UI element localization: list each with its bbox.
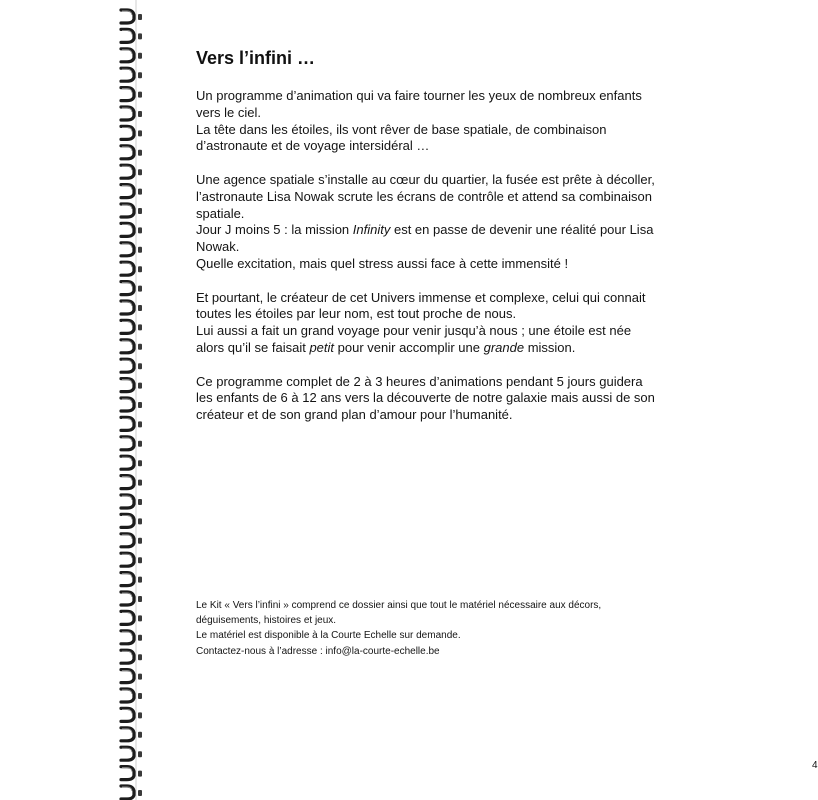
binding-ring: [121, 359, 142, 372]
binding-ring: [121, 573, 142, 586]
binding-ring: [121, 476, 142, 489]
text-line: l’astronaute Lisa Nowak scrute les écrans de contrôle et attend sa combinaison: [196, 188, 652, 204]
binding-ring: [121, 670, 142, 683]
text-segment: Jour J moins 5 : la mission: [196, 222, 353, 238]
text-segment: pour venir accomplir une: [334, 339, 484, 355]
mission-name: Infinity: [352, 222, 391, 238]
binding-ring: [121, 767, 142, 780]
footer-line: Le Kit « Vers l’infini » comprend ce dossier ainsi que tout le matériel nécessaire aux décors,: [196, 600, 602, 611]
emphasis-grande: grande: [483, 339, 525, 355]
text-line: Ce programme complet de 2 à 3 heures d’animations pendant 5 jours guidera: [196, 373, 643, 389]
binding-ring: [121, 301, 142, 314]
spiral-binding-graphic: [0, 0, 150, 800]
text-line: Un programme d’animation qui va faire tourner les yeux de nombreux enfants: [196, 88, 642, 103]
binding-ring: [121, 204, 142, 217]
footer-line: Le matériel est disponible à la Courte Echelle sur demande.: [196, 630, 461, 642]
binding-ring: [121, 320, 142, 333]
paragraph-intro: [196, 88, 642, 155]
text-segment: mission.: [524, 339, 576, 355]
binding-ring: [121, 708, 142, 721]
binding-ring: [121, 747, 142, 760]
text-line: Lui aussi a fait un grand voyage pour venir jusqu’à nous ; une étoile est née: [196, 323, 632, 339]
binding-ring: [121, 107, 142, 120]
kit-info-note: [196, 598, 636, 659]
footer-line: déguisements, histoires et jeux.: [196, 615, 337, 627]
binding-ring: [121, 29, 142, 42]
text-line: vers le ciel.: [196, 104, 262, 120]
binding-ring: [121, 165, 142, 178]
text-line: Et pourtant, le créateur de cet Univers immense et complexe, celui qui connait: [196, 289, 646, 305]
binding-ring: [121, 10, 142, 23]
binding-ring: [121, 398, 142, 411]
binding-ring: [121, 340, 142, 353]
text-line-mission: [196, 222, 654, 239]
spiral-binding: [0, 0, 150, 800]
paragraph-creator: [196, 289, 646, 357]
binding-ring: [121, 650, 142, 663]
binding-ring: [121, 88, 142, 101]
binding-ring: [121, 417, 142, 430]
binding-ring: [121, 437, 142, 450]
text-line-petit-grande: [196, 340, 636, 357]
text-line: Une agence spatiale s’installe au cœur du quartier, la fusée est prête à décoller,: [196, 171, 655, 187]
text-line: d’astronaute et de voyage intersidéral …: [196, 138, 430, 154]
binding-ring: [121, 514, 142, 527]
binding-ring: [121, 592, 142, 605]
binding-ring: [121, 689, 142, 702]
text-line: Quelle excitation, mais quel stress aussi face à cette immensité !: [196, 255, 569, 271]
page-content: [186, 0, 818, 800]
binding-ring: [121, 611, 142, 624]
text-segment: alors qu’il se faisait: [196, 339, 310, 355]
binding-ring: [121, 68, 142, 81]
binding-ring: [121, 786, 142, 799]
binding-ring: [121, 553, 142, 566]
binding-ring: [121, 379, 142, 392]
emphasis-petit: petit: [309, 339, 335, 355]
binding-ring: [121, 185, 142, 198]
binding-ring: [121, 631, 142, 644]
binding-ring: [121, 223, 142, 236]
text-line: spatiale.: [196, 205, 245, 221]
page-title: Vers l’infini …: [196, 48, 316, 68]
binding-ring: [121, 126, 142, 139]
text-segment: est en passe de devenir une réalité pour Lisa: [390, 222, 654, 238]
binding-ring: [121, 243, 142, 256]
binding-ring: [121, 534, 142, 547]
binding-ring: [121, 262, 142, 275]
binding-ring: [121, 49, 142, 62]
text-line: toutes les étoiles par leur nom, est tout proche de nous.: [196, 306, 517, 322]
paragraph-agency: [196, 171, 655, 273]
page-number: 4: [812, 760, 818, 771]
text-line: les enfants de 6 à 12 ans vers la découverte de notre galaxie mais aussi de son: [196, 390, 655, 406]
binding-ring: [121, 282, 142, 295]
binding-ring: [121, 456, 142, 469]
binding-ring: [121, 495, 142, 508]
text-line: créateur et de son grand plan d’amour pour l’humanité.: [196, 407, 513, 423]
body-text: [196, 88, 655, 441]
paragraph-program: [196, 373, 655, 424]
text-line: La tête dans les étoiles, ils vont rêver de base spatiale, de combinaison: [196, 121, 607, 137]
binding-ring: [121, 146, 142, 159]
text-line: Nowak.: [196, 239, 240, 255]
binding-ring: [121, 728, 142, 741]
contact-line: Contactez-nous à l’adresse : info@la-courte-echelle.be: [196, 645, 440, 657]
